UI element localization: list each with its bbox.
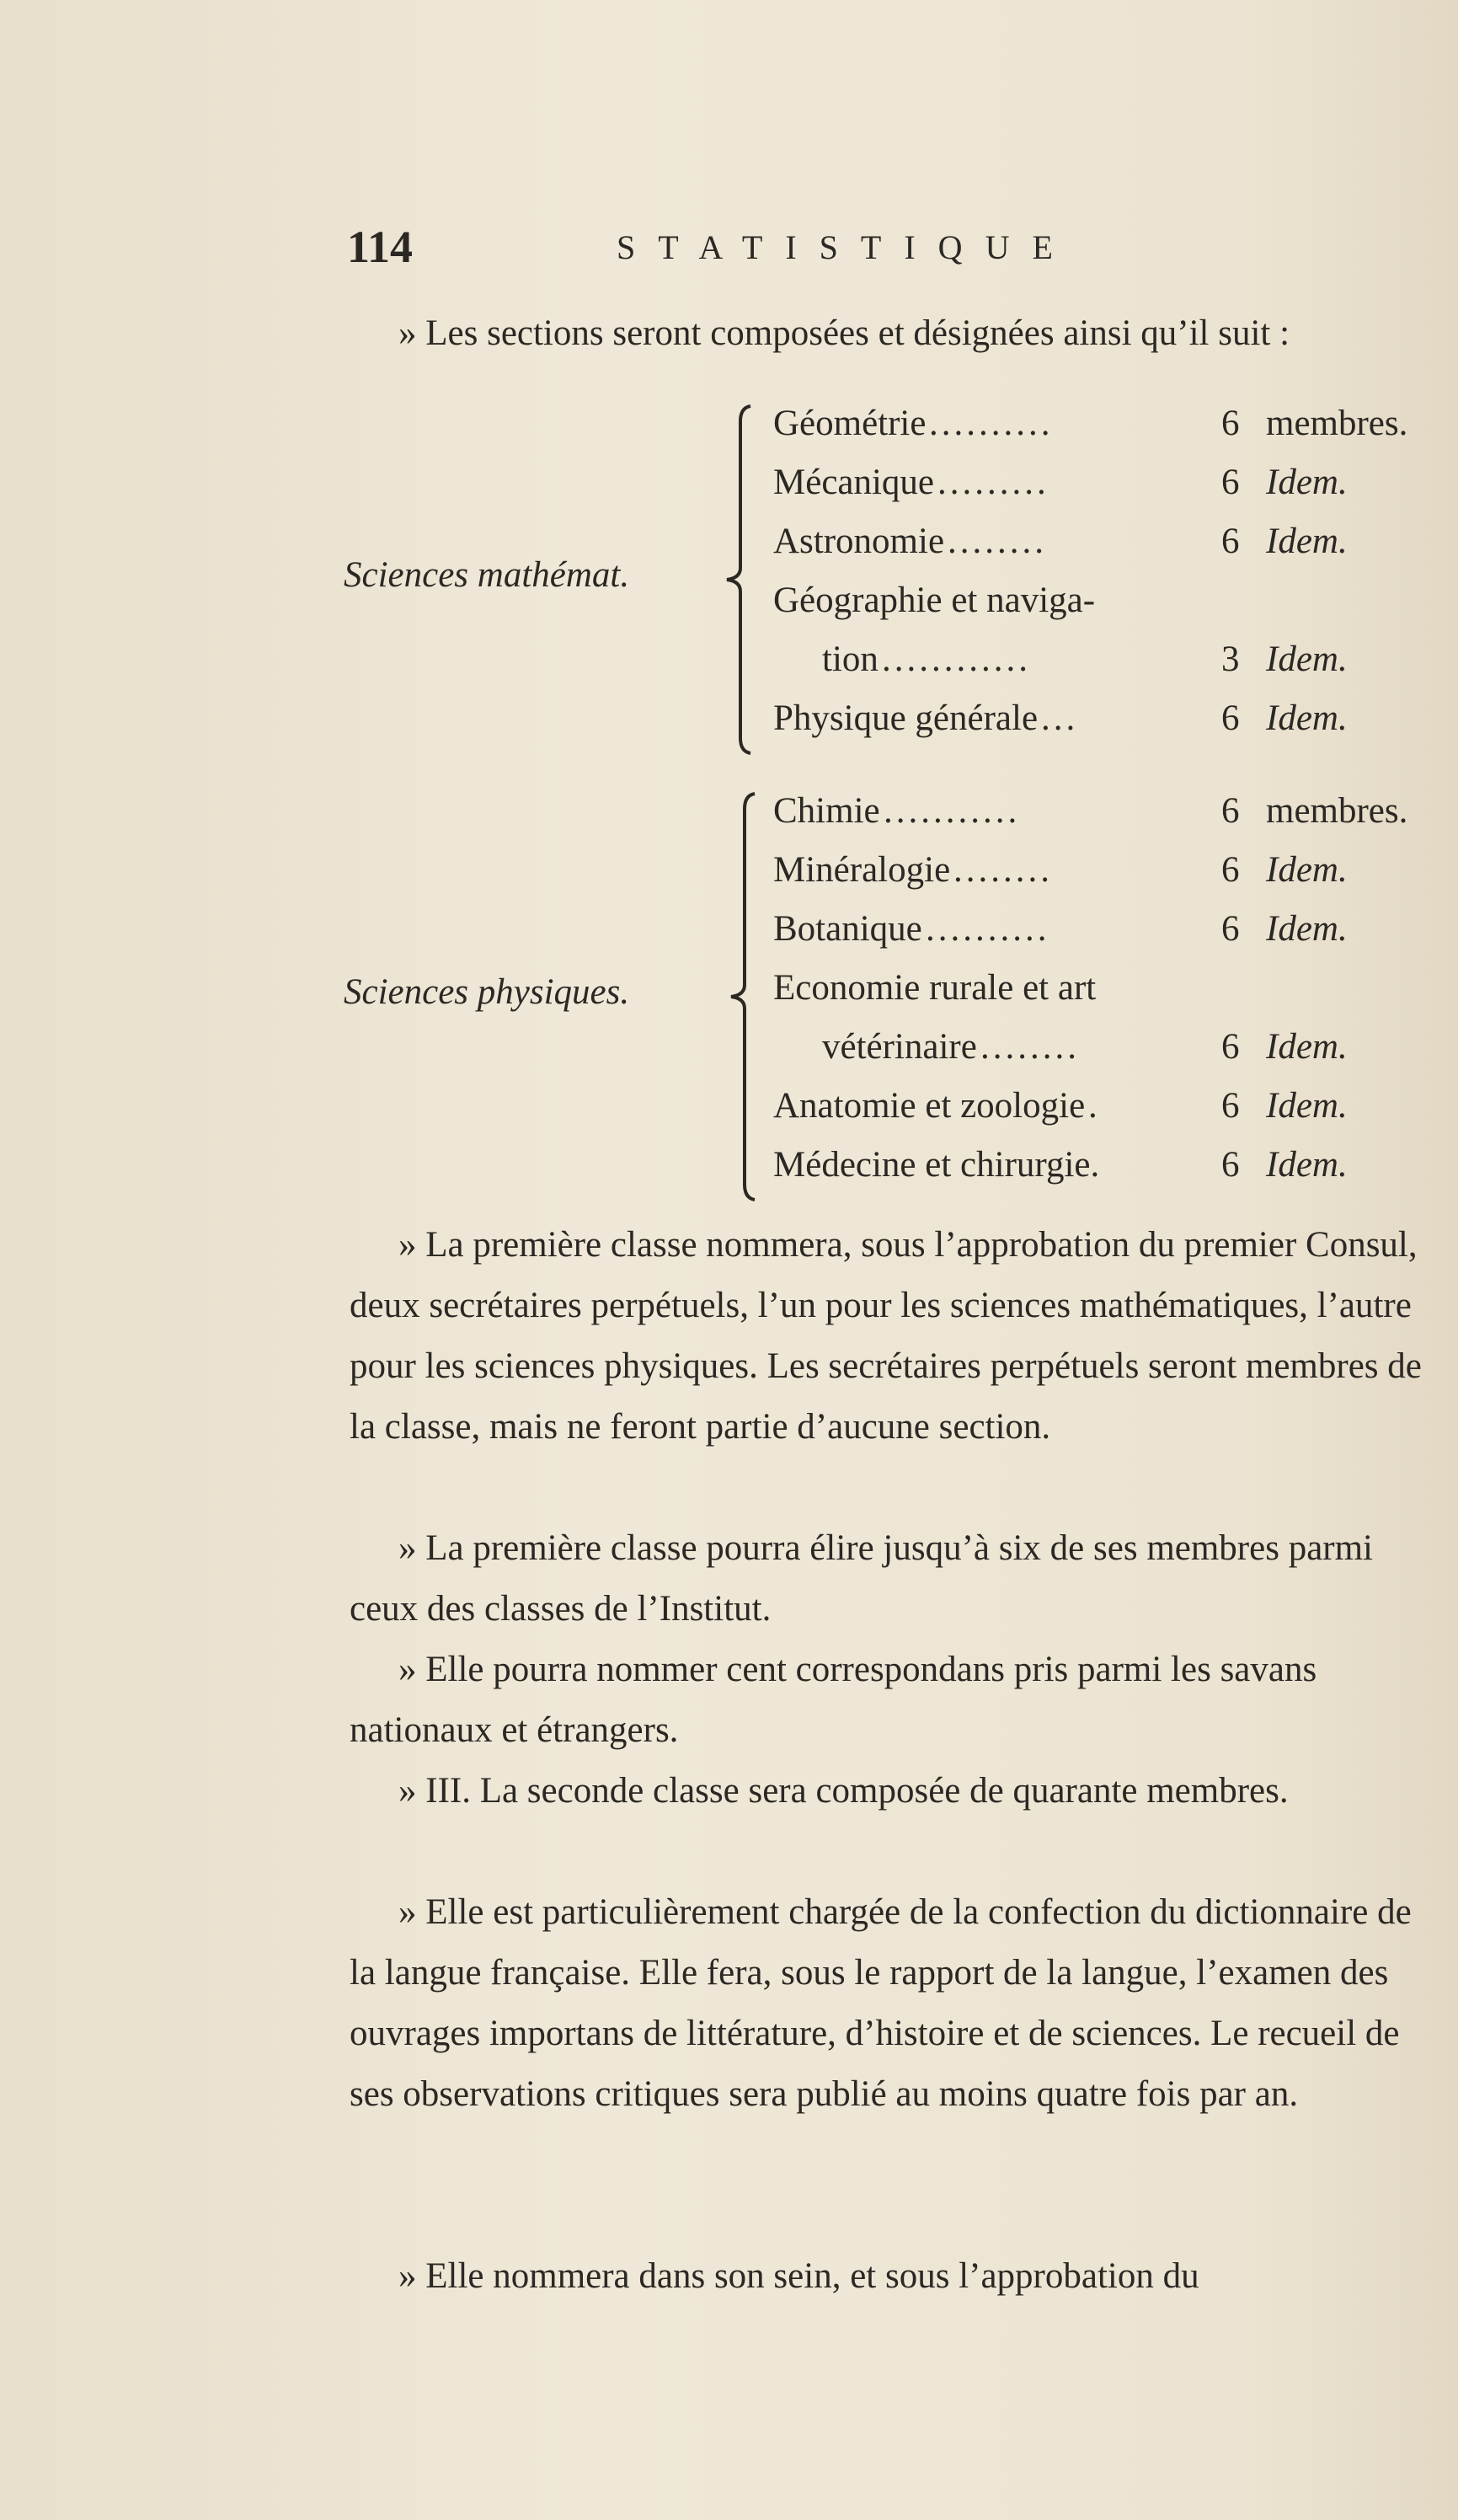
dot-leader: ......... [937,463,1049,502]
member-count: 6 [1221,1086,1240,1126]
section-name: Botanique [773,909,922,949]
member-count: 6 [1221,463,1240,502]
section-row [773,1085,1447,1144]
section-name: tion [822,639,879,679]
member-unit: Idem. [1266,850,1348,890]
paragraph: » La première classe nommera, sous l’approbation du premier Consul, deux secrétaires perpétuels, l’un pour les sciences mathématiques, l’autre pour les sciences physiques. Les secrétaires perpétuels seront membres de la classe, mais ne feront partie d’aucune section. [350,1225,1422,1447]
page-number: 114 [347,222,414,272]
dot-leader: .......... [929,404,1054,443]
dot-leader: .......... [926,909,1050,949]
member-unit: Idem. [1266,639,1348,679]
section-row [773,790,1447,849]
member-count: 6 [1221,791,1240,831]
section-name: Anatomie et zoologie [773,1086,1086,1126]
paragraph: » Elle est particulièrement chargée de la confection du dictionnaire de la langue française. Elle fera, sous le rapport de la langue, l’examen des ouvrages importans de littérature, d’histoire et de sciences. Le recueil de ses observations critiques sera publié au moins quatre fois par an. [350,1892,1412,2114]
member-unit: Idem. [1266,522,1348,561]
member-unit: Idem. [1266,1027,1348,1067]
member-count: 6 [1221,850,1240,890]
member-count: 6 [1221,1027,1240,1067]
member-unit: Idem. [1266,463,1348,502]
member-count: 6 [1221,404,1240,443]
dot-leader: . [1088,1086,1101,1126]
section-row [773,1144,1447,1203]
member-unit: Idem. [1266,909,1348,949]
section-name: Physique générale [773,698,1039,738]
curly-brace [722,403,756,757]
dot-leader: ........... [884,791,1021,831]
section-row [773,698,1447,757]
page-header [347,221,1189,271]
member-unit: Idem. [1266,1145,1348,1185]
dot-leader: ........ [948,522,1047,561]
member-count: 6 [1221,522,1240,561]
paragraph: » Elle pourra nommer cent correspondans pris parmi les savans nationaux et étrangers. [350,1650,1317,1750]
section-group-label: Sciences mathémat. [344,555,630,595]
dot-leader: ........ [980,1027,1080,1067]
section-row [773,521,1447,580]
dot-leader: ... [1041,698,1079,738]
curly-brace [726,790,760,1203]
section-name: vétérinaire [822,1027,977,1067]
paragraph: » Elle nommera dans son sein, et sous l’approbation du [398,2256,1199,2296]
section-row [773,908,1447,967]
section-name: Astronomie [773,522,945,561]
paragraph: » La première classe pourra élire jusqu’à six de ses membres parmi ceux des classes de l’Institut. [350,1528,1373,1629]
section-name: Mécanique [773,463,935,502]
section-row [773,462,1447,521]
section-group-label: Sciences physiques. [344,972,630,1012]
section-name: Géométrie [773,404,927,443]
section-row [773,1026,1447,1085]
section-row [773,639,1447,698]
member-count: 6 [1221,909,1240,949]
member-count: 6 [1221,1145,1240,1185]
section-row [773,580,1447,639]
member-unit: Idem. [1266,698,1348,738]
dot-leader: ........ [953,850,1053,890]
member-count: 3 [1221,639,1240,679]
member-unit: membres. [1266,791,1408,831]
member-unit: Idem. [1266,1086,1348,1126]
member-unit: membres. [1266,404,1408,443]
section-name: Géographie et naviga- [773,581,1096,620]
section-row [773,967,1447,1026]
section-name: Economie rurale et art [773,968,1097,1008]
intro-paragraph: » Les sections seront composées et désignées ainsi qu’il suit : [398,313,1290,353]
section-row [773,849,1447,908]
member-count: 6 [1221,698,1240,738]
running-title: STATISTIQUE [617,228,1076,266]
dot-leader: ............ [882,639,1031,679]
paragraph: » III. La seconde classe sera composée de quarante membres. [398,1771,1289,1811]
section-row [773,403,1447,462]
section-name: Chimie [773,791,880,831]
section-name: Médecine et chirurgie. [773,1145,1100,1185]
section-name: Minéralogie [773,850,951,890]
